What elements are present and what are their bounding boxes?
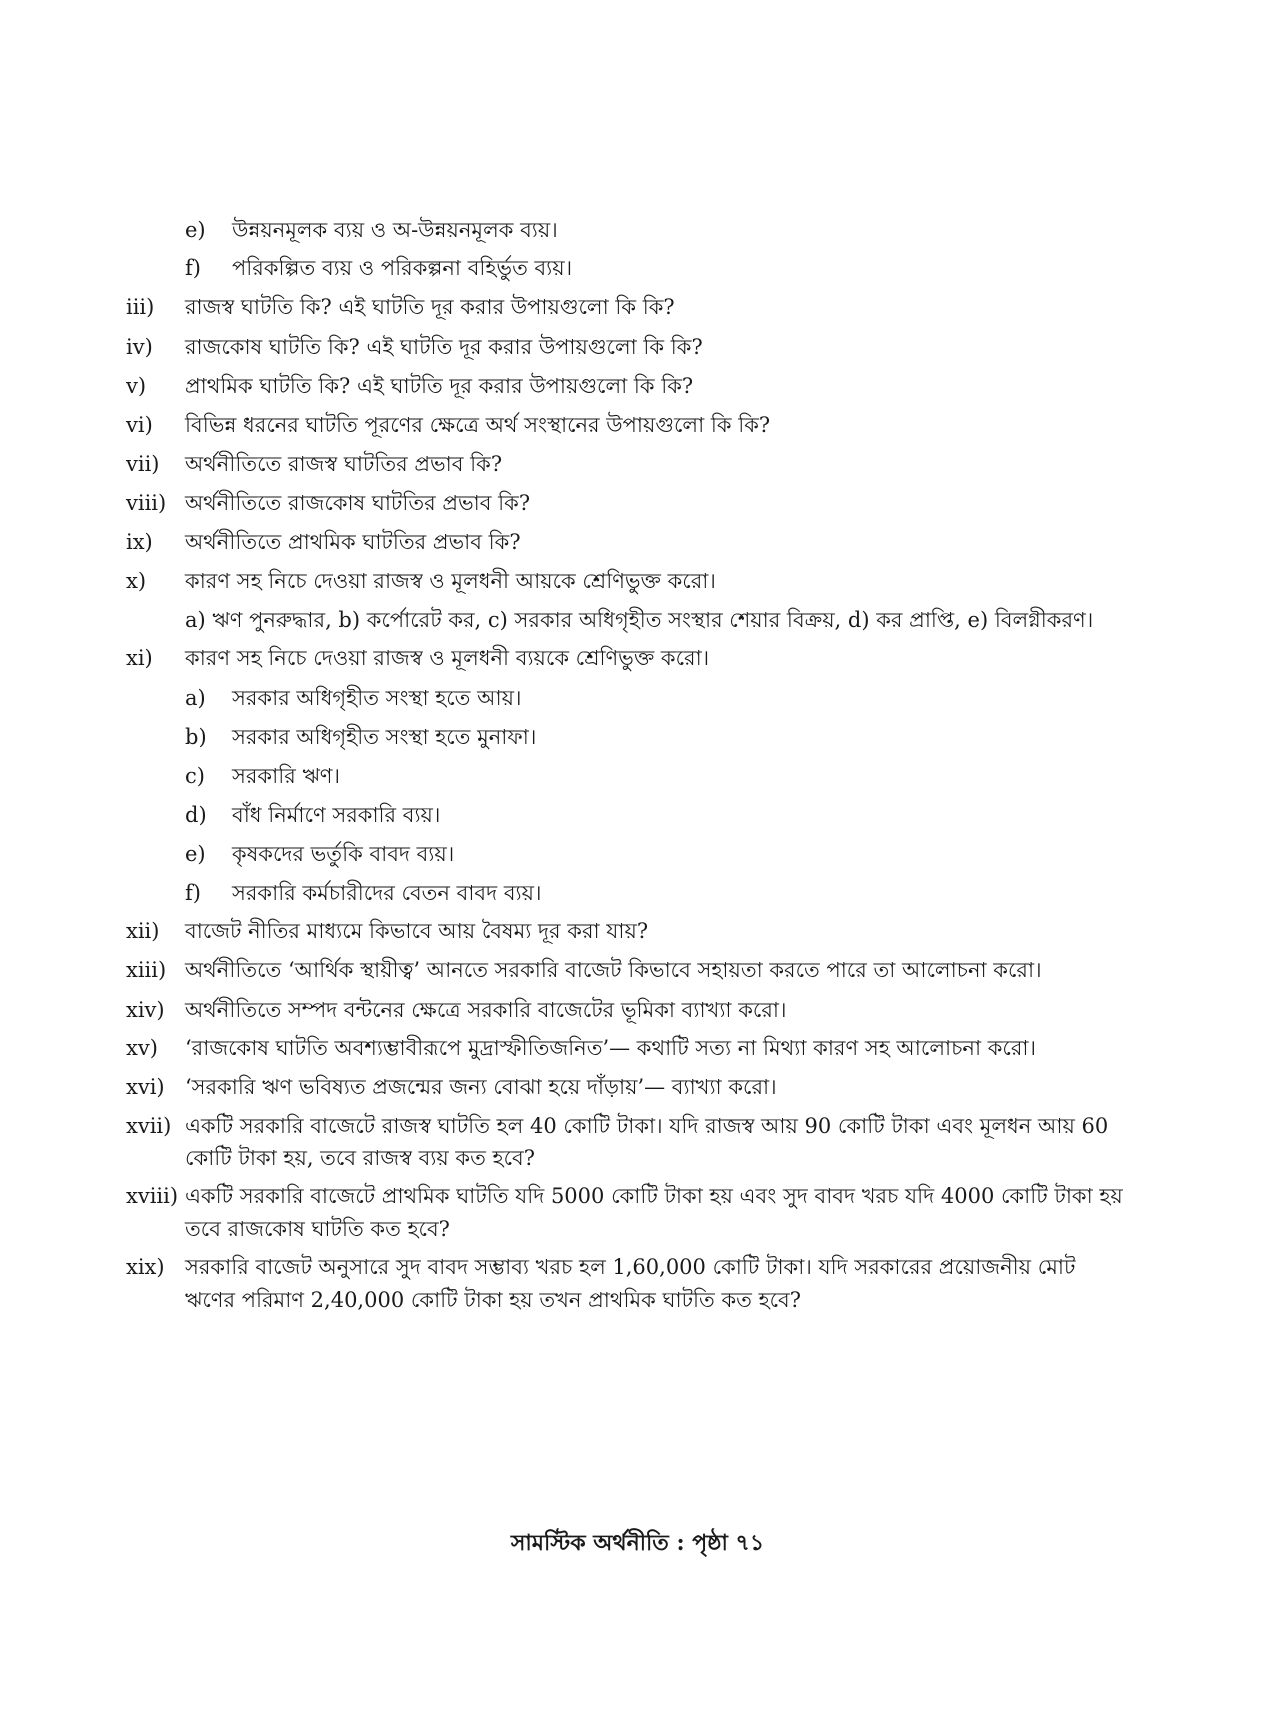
sub-item-label: f): [185, 881, 201, 905]
question-item: [0, 993, 1275, 1027]
question-number: vi): [126, 413, 153, 437]
question-item: [0, 369, 1275, 403]
sub-item: [0, 759, 1275, 793]
sub-item-text: সরকারি কর্মচারীদের বেতন বাবদ ব্যয়।: [232, 881, 542, 905]
question-item: [0, 486, 1275, 520]
question-number: x): [126, 569, 147, 593]
sub-item-text: সরকারি ঋণ।: [232, 764, 341, 788]
question-number: xiii): [126, 958, 167, 982]
text-continuation-line: [0, 1141, 1275, 1175]
text-continuation-line: [0, 1283, 1275, 1317]
text-continuation-line: [0, 603, 1275, 637]
question-text: অর্থনীতিতে রাজকোষ ঘাটতির প্রভাব কি?: [185, 491, 531, 515]
question-number: xvii): [126, 1114, 172, 1138]
question-text: রাজকোষ ঘাটতি কি? এই ঘাটতি দূর করার উপায়গুলো কি কি?: [185, 335, 703, 359]
sub-item-label: f): [185, 256, 201, 280]
sub-item-text: উন্নয়নমূলক ব্যয় ও অ-উন্নয়নমূলক ব্যয়।: [232, 218, 558, 242]
sub-item-text: পরিকল্পিত ব্যয় ও পরিকল্পনা বহির্ভুত ব্যয়।: [232, 256, 573, 280]
continuation-text: তবে রাজকোষ ঘাটতি কত হবে?: [185, 1217, 450, 1241]
sub-item-label: e): [185, 218, 206, 242]
question-item: [0, 1109, 1275, 1143]
question-text: অর্থনীতিতে রাজস্ব ঘাটতির প্রভাব কি?: [185, 452, 503, 476]
sub-item-label: b): [185, 725, 207, 749]
sub-item: [0, 681, 1275, 715]
question-item: [0, 447, 1275, 481]
page-footer: সামস্টিক অর্থনীতি : পৃষ্ঠা ৭১: [510, 1530, 765, 1556]
question-number: xii): [126, 919, 160, 943]
question-text: রাজস্ব ঘাটতি কি? এই ঘাটতি দূর করার উপায়গুলো কি কি?: [185, 295, 675, 319]
sub-item-label: a): [185, 686, 206, 710]
question-number: viii): [126, 491, 167, 515]
question-item: [0, 564, 1275, 598]
question-text: সরকারি বাজেট অনুসারে সুদ বাবদ সম্ভাব্য খরচ হল 1,60,000 কোটি টাকা। যদি সরকারের প্রয়োজনীয় মোট: [185, 1255, 1076, 1279]
question-item: [0, 1250, 1275, 1284]
question-text: প্রাথমিক ঘাটতি কি? এই ঘাটতি দূর করার উপায়গুলো কি কি?: [185, 374, 694, 398]
question-item: [0, 1031, 1275, 1065]
question-number: iv): [126, 335, 153, 359]
question-number: v): [126, 374, 147, 398]
question-text: অর্থনীতিতে ‘আর্থিক স্থায়ীত্ব’ আনতে সরকারি বাজেট কিভাবে সহায়তা করতে পারে তা আলোচনা করো।: [185, 958, 1042, 982]
sub-item-text: সরকার অধিগৃহীত সংস্থা হতে আয়।: [232, 686, 522, 710]
sub-item-label: e): [185, 842, 206, 866]
sub-item: [0, 798, 1275, 832]
sub-item-text: বাঁধ নির্মাণে সরকারি ব্যয়।: [232, 803, 441, 827]
question-number: ix): [126, 530, 153, 554]
question-item: [0, 914, 1275, 948]
question-item: [0, 290, 1275, 324]
question-number: xvi): [126, 1075, 165, 1099]
question-text: বাজেট নীতির মাধ্যমে কিভাবে আয় বৈষম্য দূর করা যায়?: [185, 919, 649, 943]
sub-item: [0, 213, 1275, 247]
question-text: কারণ সহ নিচে দেওয়া রাজস্ব ও মূলধনী ব্যয়কে শ্রেণিভুক্ত করো।: [185, 646, 710, 670]
question-number: xi): [126, 646, 153, 670]
question-text: ‘সরকারি ঋণ ভবিষ্যত প্রজন্মের জন্য বোঝা হয়ে দাঁড়ায়’— ব্যাখ্যা করো।: [185, 1075, 777, 1099]
sub-item-text: সরকার অধিগৃহীত সংস্থা হতে মুনাফা।: [232, 725, 537, 749]
text-continuation-line: [0, 1212, 1275, 1246]
question-text: অর্থনীতিতে প্রাথমিক ঘাটতির প্রভাব কি?: [185, 530, 521, 554]
question-text: কারণ সহ নিচে দেওয়া রাজস্ব ও মূলধনী আয়কে শ্রেণিভুক্ত করো।: [185, 569, 716, 593]
question-number: iii): [126, 295, 155, 319]
continuation-text: কোটি টাকা হয়, তবে রাজস্ব ব্যয় কত হবে?: [185, 1146, 535, 1170]
sub-item: [0, 876, 1275, 910]
question-text: অর্থনীতিতে সম্পদ বন্টনের ক্ষেত্রে সরকারি বাজেটের ভূমিকা ব্যাখ্যা করো।: [185, 998, 787, 1022]
question-item: [0, 953, 1275, 987]
sub-item: [0, 251, 1275, 285]
question-item: [0, 330, 1275, 364]
sub-item-text: কৃষকদের ভর্তুকি বাবদ ব্যয়।: [232, 842, 455, 866]
question-text: একটি সরকারি বাজেটে রাজস্ব ঘাটতি হল 40 কোটি টাকা। যদি রাজস্ব আয় 90 কোটি টাকা এবং মূলধন আয় 60: [185, 1114, 1109, 1138]
sub-item: [0, 837, 1275, 871]
question-number: xviii): [126, 1184, 179, 1208]
question-number: vii): [126, 452, 160, 476]
continuation-text: a) ঋণ পুনরুদ্ধার, b) কর্পোরেট কর, c) সরকার অধিগৃহীত সংস্থার শেয়ার বিক্রয়, d) কর প্রাপ্তি, e) বিলগ্নীকরণ।: [185, 608, 1094, 632]
question-number: xix): [126, 1255, 165, 1279]
sub-item: [0, 720, 1275, 754]
question-text: ‘রাজকোষ ঘাটতি অবশ্যম্ভাবীরূপে মুদ্রাস্ফীতিজনিত’— কথাটি সত্য না মিথ্যা কারণ সহ আলোচনা করো।: [185, 1036, 1036, 1060]
question-text: বিভিন্ন ধরনের ঘাটতি পূরণের ক্ষেত্রে অর্থ সংস্থানের উপায়গুলো কি কি?: [185, 413, 771, 437]
continuation-text: ঋণের পরিমাণ 2,40,000 কোটি টাকা হয় তখন প্রাথমিক ঘাটতি কত হবে?: [185, 1288, 801, 1312]
question-item: [0, 525, 1275, 559]
question-item: [0, 1070, 1275, 1104]
sub-item-label: d): [185, 803, 207, 827]
question-item: [0, 1179, 1275, 1213]
sub-item-label: c): [185, 764, 205, 788]
question-number: xiv): [126, 998, 165, 1022]
question-item: [0, 641, 1275, 675]
question-text: একটি সরকারি বাজেটে প্রাথমিক ঘাটতি যদি 5000 কোটি টাকা হয় এবং সুদ বাবদ খরচ যদি 4000 কোটি টাকা হয়: [185, 1184, 1123, 1208]
question-item: [0, 408, 1275, 442]
question-number: xv): [126, 1036, 158, 1060]
